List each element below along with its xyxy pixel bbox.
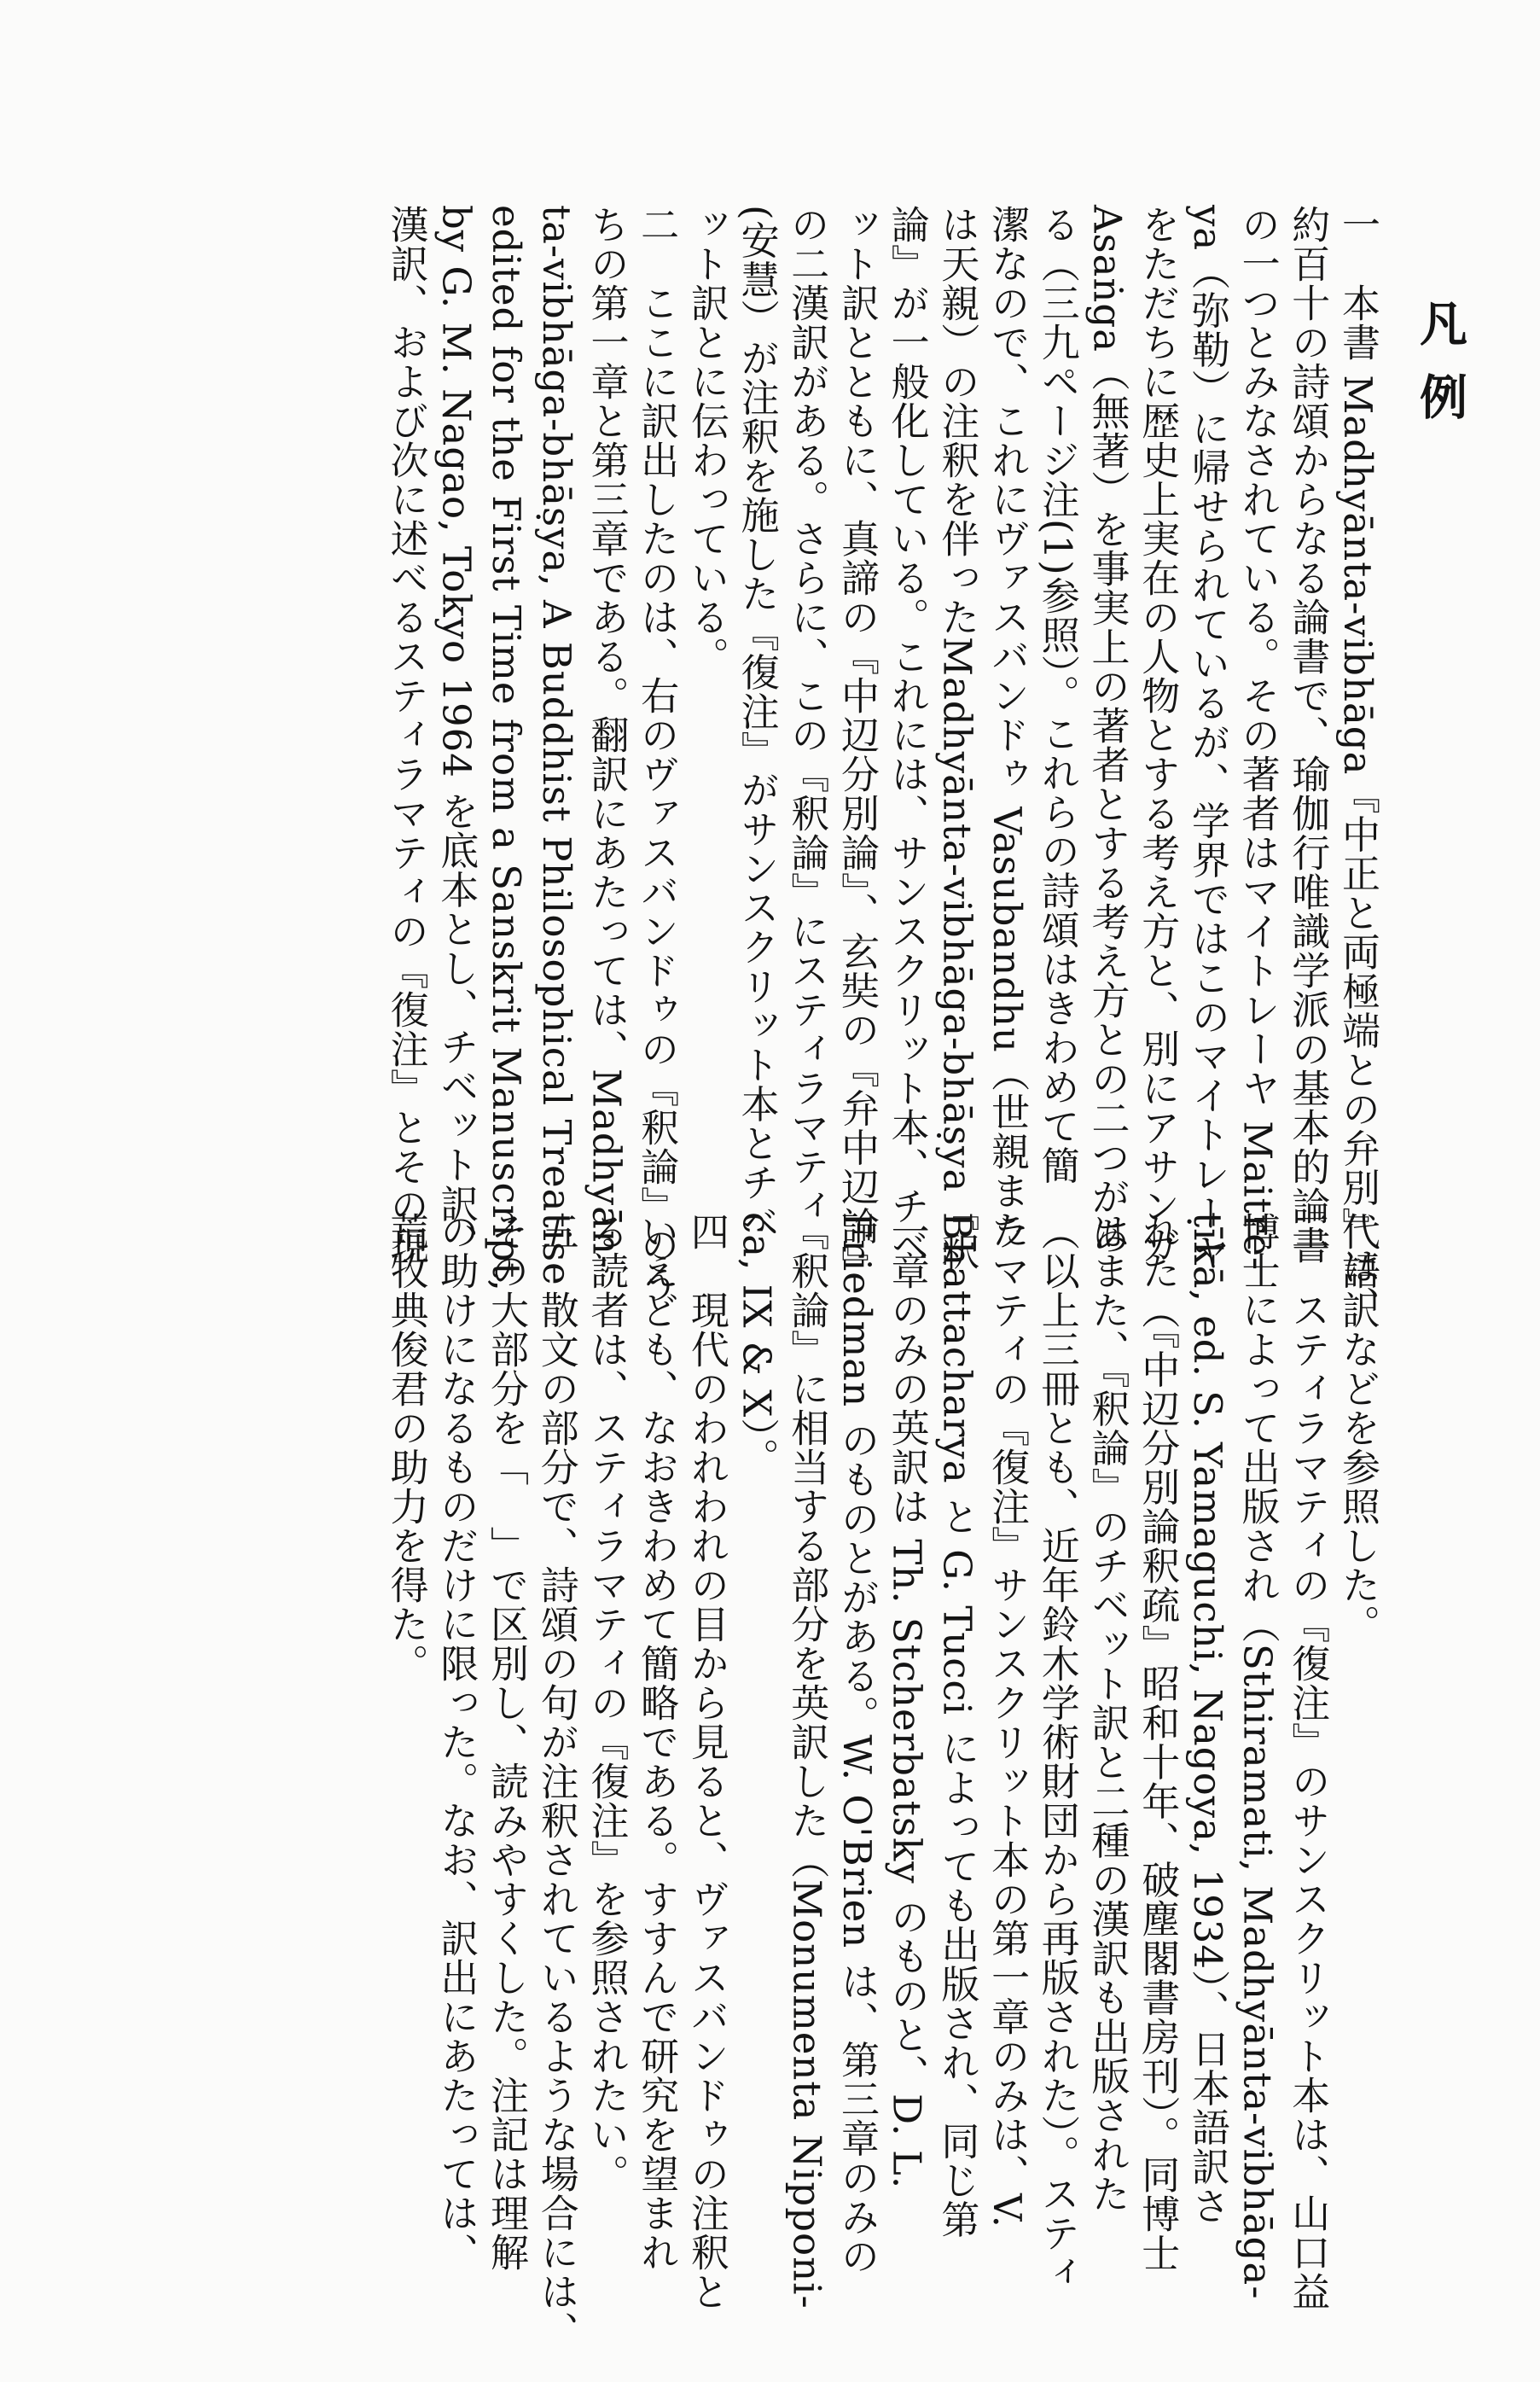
text-line: 五 散文の部分で、詩頌の句が注釈されているような場合には、: [533, 1212, 579, 2350]
text-line: 潔なので、これにヴァスバンドゥ Vasubandhu（世親また: [985, 205, 1031, 1249]
text-line: 一章のみの英訳は Th. Stcherbatsky のものと、D. L.: [884, 1212, 930, 2190]
text-line: その大部分を「 」で区別し、読みやすくした。注記は理解: [484, 1212, 530, 2272]
text-line: をただちに歴史上実在の人物とする考え方と、別にアサンガ: [1135, 205, 1181, 1265]
text-line: Bhattacharya と G. Tucci によっても出版され、同じ第: [934, 1212, 980, 2239]
text-line: 三 スティラマティの『復注』のサンスクリット本は、山口益: [1285, 1212, 1331, 2311]
text-line: れた（『中辺分別論釈疏』昭和十年、破塵閣書房刊）。同博士: [1135, 1212, 1181, 2273]
text-line: ちの第一章と第三章である。翻訳にあたっては、Madhyān-: [584, 205, 630, 1270]
page-title: 凡例: [1412, 299, 1468, 446]
text-line: 博士によって出版され（Sthiramati, Madhyānta-vibhāga-: [1235, 1212, 1281, 2300]
text-line: の助けになるものだけに限った。なお、訳出にあたっては、: [433, 1212, 479, 2272]
text-line: る読者は、スティラマティの『復注』を参照されたい。: [584, 1212, 630, 2193]
text-line: ca, IX & X）。: [734, 1212, 780, 1477]
text-line: ット訳とに伝わっている。: [683, 205, 729, 676]
text-line: （以上三冊とも、近年鈴木学術財団から再版された）。スティ: [1034, 1212, 1080, 2292]
upper-text-block: [375, 205, 1382, 1325]
text-line: 『釈論』に相当する部分を英訳した（Monumenta Nipponi-: [784, 1212, 830, 2309]
lower-text-block: [375, 1212, 1382, 2350]
text-line: edited for the First Time from a Sanskrit Manuscript,: [484, 205, 530, 1292]
text-line: 荒牧典俊君の助力を得た。: [383, 1212, 429, 1683]
text-line: 一 本書 Madhyānta-vibhāga『中正と両極端との弁別』は、: [1335, 205, 1380, 1325]
text-line: ta-vibhāga-bhāṣya, A Buddhist Philosophical Treatise: [533, 205, 579, 1286]
text-line: 論』が一般化している。これには、サンスクリット本、チベ: [884, 205, 930, 1265]
text-line: Asaṅga（無著）を事実上の著者とする考え方との二つがあ: [1084, 205, 1130, 1256]
text-line: の二漢訳がある。さらに、この『釈論』にスティラマティ: [784, 205, 830, 1226]
text-line: 代語訳などを参照した。: [1335, 1212, 1380, 1644]
text-line: る（三九ページ注(1)参照）。これらの詩頌はきわめて簡: [1034, 205, 1080, 1185]
text-line: ya（弥勒）に帰せられているが、学界ではこのマイトレーヤ: [1184, 205, 1230, 1273]
text-line: はまた、『釈論』のチベット訳と二種の漢訳も出版された: [1084, 1212, 1130, 2214]
text-line: 約百十の詩頌からなる論書で、瑜伽行唯識学派の基本的論書: [1285, 205, 1331, 1265]
text-line: いえども、なおきわめて簡略である。すすんで研究を望まれ: [634, 1212, 680, 2272]
text-line: 四 現代のわれわれの目から見ると、ヴァスバンドゥの注釈と: [683, 1212, 729, 2311]
text-line: ット訳とともに、真諦の『中辺分別論』、玄奘の『弁中辺論』: [834, 205, 880, 1285]
text-line: ラマティの『復注』サンスクリット本の第一章のみは、V.: [985, 1212, 1031, 2228]
text-line: 漢訳、および次に述べるスティラマティの『復注』とその現: [383, 205, 429, 1265]
text-line: by G. M. Nagao, Tokyo 1964 を底本とし、チベット訳、: [433, 205, 479, 1263]
text-line: 二 ここに訳出したのは、右のヴァスバンドゥの『釈論』のう: [634, 205, 680, 1304]
text-line: Friedman のものとがある。W. O'Brien は、第三章のみの: [834, 1212, 880, 2276]
text-line: ṭīkā, ed. S. Yamaguchi, Nagoya, 1934）、日本語訳さ: [1184, 1212, 1230, 2226]
text-line: の一つとみなされている。その著者はマイトレーヤ Maitre-: [1235, 205, 1281, 1272]
text-line: (安慧）が注釈を施した『復注』がサンスクリット本とチベ: [734, 205, 780, 1242]
text-line: は天親）の注釈を伴ったMadhyānta-vibhāga-bhāṣya『釈: [934, 205, 980, 1272]
